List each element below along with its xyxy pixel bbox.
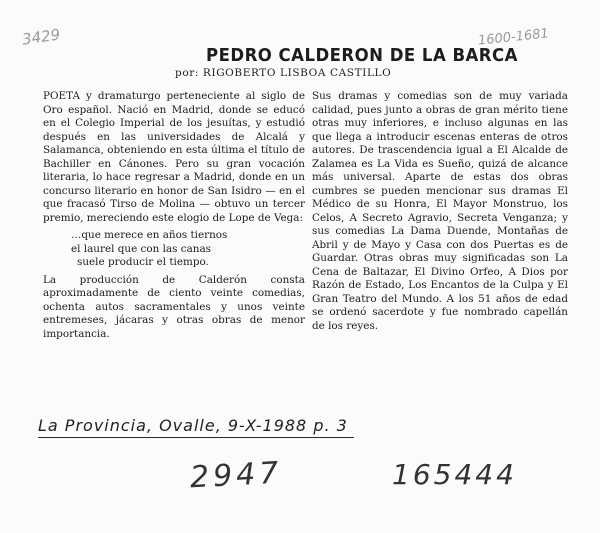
handwritten-number-right: 165444 xyxy=(392,458,517,491)
article-right-column xyxy=(312,90,568,333)
paragraph-production: La producción de Calderón consta aproximadamente de ciento veinte comedias, ochenta autos sacramentales y unos veinte entremeses, jácaras y otras obras de menor importancia. xyxy=(43,273,305,340)
article-left-column xyxy=(43,90,305,341)
lope-de-vega-verse xyxy=(71,229,305,270)
pencil-number-top-left: 3429 xyxy=(20,25,62,49)
verse-line: el laurel que con las canas xyxy=(71,242,211,255)
article-byline: por: RIGOBERTO LISBOA CASTILLO xyxy=(175,67,392,79)
paragraph-intro: POETA y dramaturgo perteneciente al siglo de Oro español. Nació en Madrid, donde se educó en el Colegio Imperial de los jesuítas, y estudió después en las universidades de Alcalá y Salamanca, obteniendo en esta última el título de Bachiller en Cánones. Pero su gran vocación literaria, lo hace regresar a Madrid, donde en un concurso literario en honor de San Isidro — en el que fracasó Tirso de Molina — obtuvo un tercer premio, mereciendo este elogio de Lope de Vega: xyxy=(43,90,305,224)
verse-line: suele producir el tiempo. xyxy=(77,256,209,268)
handwritten-source-citation: La Provincia, Ovalle, 9-X-1988 p. 3 xyxy=(38,416,354,438)
handwritten-number-left: 2947 xyxy=(189,455,284,496)
verse-line: …que merece en años tiernos xyxy=(71,229,228,241)
article-title: PEDRO CALDERON DE LA BARCA xyxy=(206,45,518,66)
paragraph-works: Sus dramas y comedias son de muy variada calidad, pues junto a obras de gran mérito tiene otras muy inferiores, e incluso algunas en las que llega a introducir escenas enteras de otros autores. De trascendencia igual a El Alcalde de Zalamea es La Vida es Sueño, quizá de alcance más universal. Aparte de estas dos obras cumbres se pueden mencionar sus dramas El Médico de su Honra, El Mayor Monstruo, los Celos, A Secreto Agravio, Secreta Venganza; y sus comedias La Dama Duende, Montañas de Abril y de Mayo y Casa con dos Puertas es de Guardar. Otras obras muy significadas son La Cena de Baltazar, El Divino Orfeo, A Dios por Razón de Estado, Los Encantos de la Culpa y El Gran Teatro del Mundo. A los 51 años de edad se ordenó sacerdote y fue nombrado capellán de los reyes. xyxy=(312,90,568,332)
pencil-dates-top-right: 1600-1681 xyxy=(477,26,550,49)
